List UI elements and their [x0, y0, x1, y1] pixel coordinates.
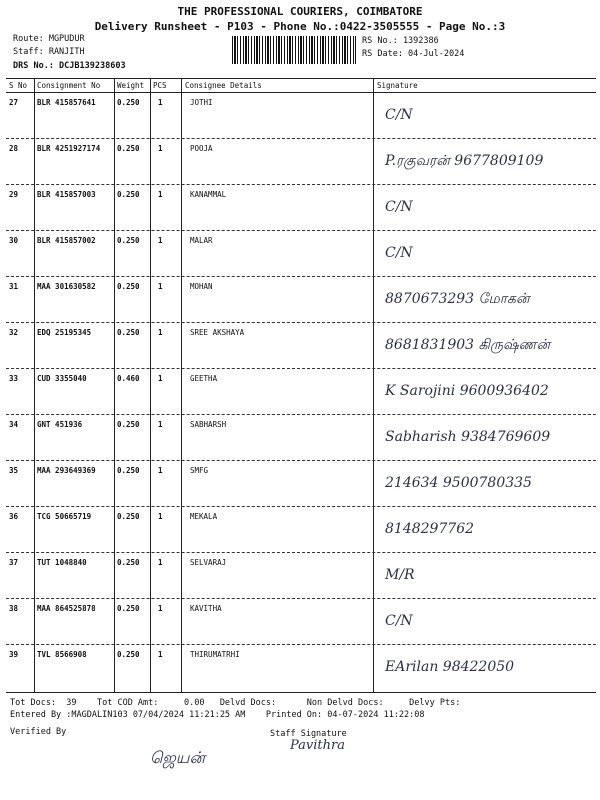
- row-signature: C/N: [385, 613, 413, 629]
- row-consignee: KANAMMAL: [190, 190, 227, 199]
- row-consignment-no: MAA 864525878: [37, 604, 96, 613]
- row-signature: EArilan 98422050: [385, 659, 515, 675]
- row-sno: 37: [9, 558, 19, 567]
- company-title: THE PROFESSIONAL COURIERS, COIMBATORE: [177, 5, 423, 18]
- drs-number: DRS No.: DCJB139238603: [13, 61, 126, 71]
- row-pcs: 1: [158, 650, 163, 659]
- row-signature: 8681831903 கிருஷ்ணன்: [385, 337, 551, 353]
- staff-label: Staff: RANJITH: [13, 47, 85, 57]
- row-pcs: 1: [158, 236, 163, 245]
- row-weight: 0.250: [117, 420, 140, 429]
- row-signature: M/R: [385, 567, 415, 583]
- row-pcs: 1: [158, 282, 163, 291]
- col-header-consignee: Consignee Details: [185, 81, 262, 90]
- row-signature: Sabharish 9384769609: [385, 429, 551, 445]
- totals-line: Tot Docs: 39 Tot COD Amt: 0.00 Delvd Docs: Non Delvd Docs: Delvy Pts:: [10, 698, 461, 708]
- route-label: Route: MGPUDUR: [13, 34, 85, 44]
- row-separator: [6, 322, 596, 323]
- col-header-sno: S No: [9, 81, 28, 90]
- row-weight: 0.250: [117, 650, 140, 659]
- row-consignment-no: BLR 415857641: [37, 98, 96, 107]
- row-consignee: MALAR: [190, 236, 213, 245]
- row-sno: 33: [9, 374, 19, 383]
- staff-signature-label: Staff Signature: [270, 729, 347, 739]
- row-pcs: 1: [158, 328, 163, 337]
- verifier-signature: ஜெயன்: [150, 748, 206, 767]
- row-sno: 32: [9, 328, 19, 337]
- row-consignee: THIRUMATRHI: [190, 650, 240, 659]
- row-separator: [6, 230, 596, 231]
- row-consignment-no: TCG 50665719: [37, 512, 92, 521]
- table-bottom-border: [6, 692, 596, 693]
- row-sno: 29: [9, 190, 19, 199]
- row-sno: 36: [9, 512, 19, 521]
- row-sno: 39: [9, 650, 19, 659]
- table-top-border: [6, 78, 596, 79]
- row-consignee: SABHARSH: [190, 420, 227, 429]
- row-weight: 0.250: [117, 282, 140, 291]
- row-sno: 38: [9, 604, 19, 613]
- rs-date: RS Date: 04-Jul-2024: [362, 49, 465, 59]
- row-consignment-no: BLR 4251927174: [37, 144, 101, 153]
- row-weight: 0.250: [117, 466, 140, 475]
- row-consignment-no: TUT 1048840: [37, 558, 87, 567]
- row-signature: 8870673293 மோகன்: [385, 291, 530, 307]
- row-consignee: SMFG: [190, 466, 209, 475]
- row-signature: C/N: [385, 107, 413, 123]
- row-weight: 0.250: [117, 328, 140, 337]
- runsheet-title: Delivery Runsheet - P103 - Phone No.:0422-3505555 - Page No.:3: [94, 20, 506, 33]
- row-weight: 0.250: [117, 604, 140, 613]
- rs-number: RS No.: 1392386: [362, 36, 439, 46]
- row-sno: 28: [9, 144, 19, 153]
- table-header-border: [6, 92, 596, 93]
- row-separator: [6, 552, 596, 553]
- row-weight: 0.250: [117, 144, 140, 153]
- row-signature: P.ரகுவரன் 9677809109: [385, 153, 544, 169]
- row-consignee: POOJA: [190, 144, 213, 153]
- row-sno: 35: [9, 466, 19, 475]
- row-separator: [6, 138, 596, 139]
- row-weight: 0.460: [117, 374, 140, 383]
- row-separator: [6, 598, 596, 599]
- row-consignment-no: TVL 8566908: [37, 650, 87, 659]
- row-consignment-no: EDQ 25195345: [37, 328, 92, 337]
- col-divider: [150, 78, 151, 692]
- row-sno: 27: [9, 98, 19, 107]
- row-pcs: 1: [158, 420, 163, 429]
- col-header-weight: Weight: [117, 81, 145, 90]
- row-pcs: 1: [158, 558, 163, 567]
- row-consignment-no: CUD 3355040: [37, 374, 87, 383]
- col-divider: [181, 78, 182, 692]
- row-consignee: MOHAN: [190, 282, 213, 291]
- row-consignee: SREE AKSHAYA: [190, 328, 245, 337]
- row-pcs: 1: [158, 604, 163, 613]
- row-consignment-no: MAA 293649369: [37, 466, 96, 475]
- row-separator: [6, 414, 596, 415]
- row-signature: C/N: [385, 245, 413, 261]
- row-weight: 0.250: [117, 558, 140, 567]
- row-weight: 0.250: [117, 236, 140, 245]
- row-pcs: 1: [158, 466, 163, 475]
- row-weight: 0.250: [117, 190, 140, 199]
- row-consignee: SELVARAJ: [190, 558, 227, 567]
- row-consignee: GEETHA: [190, 374, 218, 383]
- entered-printed-line: Entered By :MAGDALIN103 07/04/2024 11:21:25 AM Printed On: 04-07-2024 11:22:08: [10, 710, 425, 720]
- row-consignment-no: GNT 451936: [37, 420, 83, 429]
- row-signature: K Sarojini 9600936402: [385, 383, 549, 399]
- col-divider: [114, 78, 115, 692]
- row-consignment-no: BLR 415857003: [37, 190, 96, 199]
- row-consignment-no: BLR 415857002: [37, 236, 96, 245]
- row-separator: [6, 184, 596, 185]
- row-separator: [6, 368, 596, 369]
- row-separator: [6, 644, 596, 645]
- row-weight: 0.250: [117, 512, 140, 521]
- row-consignee: MEKALA: [190, 512, 218, 521]
- staff-signature: Pavithra: [290, 738, 345, 753]
- row-signature: 8148297762: [385, 521, 475, 537]
- row-sno: 31: [9, 282, 19, 291]
- barcode: [232, 36, 356, 64]
- row-separator: [6, 506, 596, 507]
- row-weight: 0.250: [117, 98, 140, 107]
- col-header-consignment: Consignment No: [37, 81, 101, 90]
- col-header-signature: Signature: [377, 81, 418, 90]
- row-signature: C/N: [385, 199, 413, 215]
- col-header-pcs: PCS: [153, 81, 167, 90]
- col-divider: [373, 78, 374, 692]
- row-separator: [6, 460, 596, 461]
- row-sno: 34: [9, 420, 19, 429]
- row-consignment-no: MAA 301630582: [37, 282, 96, 291]
- row-pcs: 1: [158, 98, 163, 107]
- row-pcs: 1: [158, 144, 163, 153]
- row-consignee: JOTHI: [190, 98, 213, 107]
- row-pcs: 1: [158, 190, 163, 199]
- row-pcs: 1: [158, 512, 163, 521]
- col-divider: [34, 78, 35, 692]
- row-pcs: 1: [158, 374, 163, 383]
- row-signature: 214634 9500780335: [385, 475, 532, 491]
- verified-by-label: Verified By: [10, 727, 67, 737]
- row-separator: [6, 276, 596, 277]
- row-sno: 30: [9, 236, 19, 245]
- row-consignee: KAVITHA: [190, 604, 222, 613]
